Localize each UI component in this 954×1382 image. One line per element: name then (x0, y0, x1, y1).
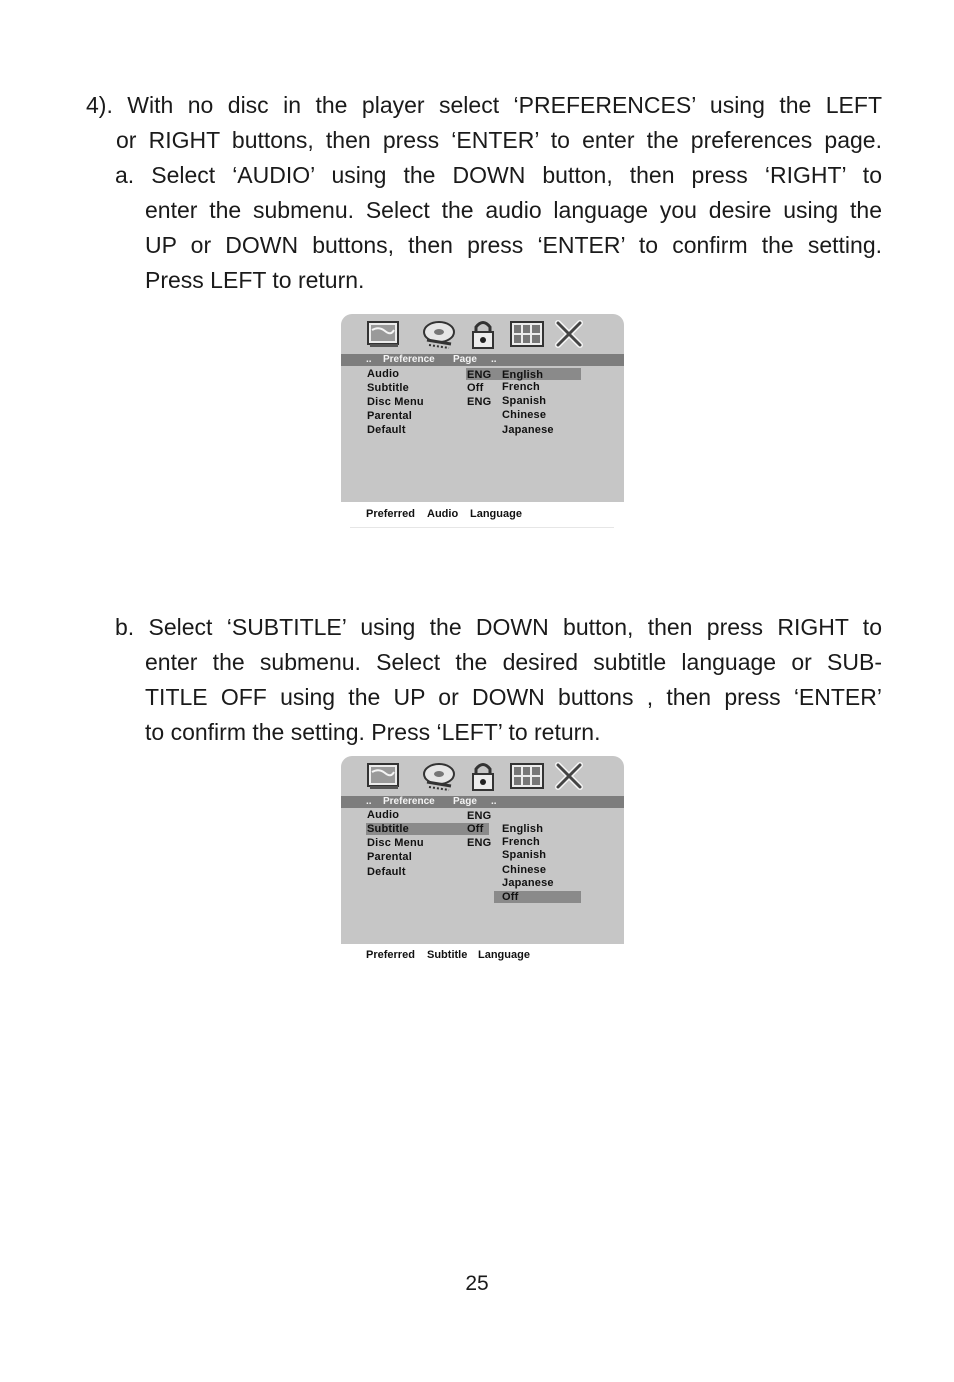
osd-audio-divider (350, 527, 614, 528)
status-word-2: Subtitle (427, 949, 468, 961)
osd-title-bar (341, 796, 624, 808)
osd-title-word-2: Page (453, 354, 477, 365)
step-a-line-4: Press LEFT to return. (145, 267, 365, 293)
osd-title-bar (341, 354, 624, 366)
menu-item-disc-menu[interactable]: Disc Menu (367, 396, 424, 408)
status-word-3: Language (470, 508, 522, 520)
option-chinese[interactable]: Chinese (502, 409, 547, 421)
value-audio: ENG (467, 810, 492, 822)
step-a-text (115, 158, 882, 298)
option-french[interactable]: French (502, 381, 540, 393)
menu-item-parental[interactable]: Parental (367, 851, 413, 863)
menu-item-default[interactable]: Default (367, 866, 406, 878)
menu-item-subtitle[interactable]: Subtitle (367, 823, 409, 835)
step-4-text (86, 88, 882, 158)
step-b-line-1: b. Select ‘SUBTITLE’ using the DOWN button, then press RIGHT to (115, 614, 882, 640)
value-disc-menu: ENG (467, 396, 492, 408)
step-4-line-1: 4). With no disc in the player select ‘PREFERENCES’ using the LEFT (86, 92, 882, 118)
lock-icon (465, 318, 501, 350)
step-a-line-2: enter the submenu. Select the audio language you desire using the (145, 197, 882, 223)
step-b-text (115, 610, 882, 750)
grid-icon (509, 318, 545, 350)
option-french[interactable]: French (502, 836, 540, 848)
option-off[interactable]: Off (502, 891, 519, 903)
option-spanish[interactable]: Spanish (502, 395, 547, 407)
screen-icon (365, 760, 401, 792)
page-number: 25 (465, 1272, 489, 1295)
option-english[interactable]: English (502, 369, 544, 381)
menu-item-subtitle[interactable]: Subtitle (367, 382, 409, 394)
osd-preference-audio (341, 314, 624, 502)
menu-item-audio[interactable]: Audio (367, 809, 400, 821)
osd-title-word-1: Preference (383, 796, 435, 807)
osd-title-dots-right: .. (491, 354, 497, 365)
status-word-2: Audio (427, 508, 459, 520)
osd-title-dots-left: .. (366, 796, 372, 807)
step-4-line-2: or RIGHT buttons, then press ‘ENTER’ to enter the preferences page. (116, 127, 882, 153)
value-audio: ENG (467, 369, 492, 381)
grid-icon (509, 760, 545, 792)
osd-icon-bar (341, 314, 624, 354)
menu-item-disc-menu[interactable]: Disc Menu (367, 837, 424, 849)
option-japanese[interactable]: Japanese (502, 877, 554, 889)
step-a-line-1: a. Select ‘AUDIO’ using the DOWN button, then press ‘RIGHT’ to (115, 162, 882, 188)
step-b-line-2: enter the submenu. Select the desired subtitle language or SUB- (145, 649, 882, 675)
option-english[interactable]: English (502, 823, 544, 835)
value-subtitle: Off (467, 382, 484, 394)
osd-title-dots-right: .. (491, 796, 497, 807)
value-subtitle: Off (467, 823, 484, 835)
status-word-1: Preferred (366, 949, 415, 961)
lock-icon (465, 760, 501, 792)
status-word-1: Preferred (366, 508, 415, 520)
menu-item-parental[interactable]: Parental (367, 410, 413, 422)
disc-icon (421, 318, 457, 350)
osd-icon-bar (341, 756, 624, 796)
option-japanese[interactable]: Japanese (502, 424, 554, 436)
step-b-line-3: TITLE OFF using the UP or DOWN buttons , then press ‘ENTER’ (145, 684, 882, 710)
close-icon (551, 318, 587, 350)
step-a-line-3: UP or DOWN buttons, then press ‘ENTER’ to confirm the setting. (145, 232, 882, 258)
screen-icon (365, 318, 401, 350)
osd-preference-subtitle (341, 756, 624, 944)
option-chinese[interactable]: Chinese (502, 864, 547, 876)
close-icon (551, 760, 587, 792)
status-word-3: Language (478, 949, 530, 961)
value-disc-menu: ENG (467, 837, 492, 849)
osd-title-word-2: Page (453, 796, 477, 807)
step-b-line-4: to confirm the setting. Press ‘LEFT’ to return. (145, 719, 601, 745)
osd-title-word-1: Preference (383, 354, 435, 365)
option-spanish[interactable]: Spanish (502, 849, 547, 861)
menu-item-audio[interactable]: Audio (367, 368, 400, 380)
disc-icon (421, 760, 457, 792)
osd-title-dots-left: .. (366, 354, 372, 365)
menu-item-default[interactable]: Default (367, 424, 406, 436)
